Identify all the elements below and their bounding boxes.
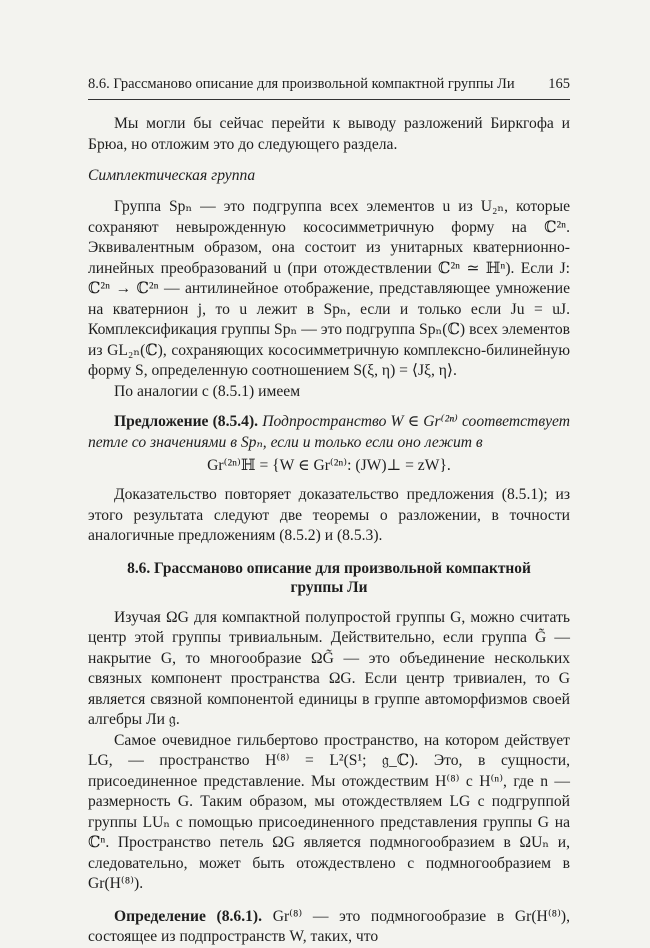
section-title bbox=[88, 559, 570, 598]
section-title-line-2: группы Ли bbox=[290, 579, 368, 596]
proposition-formula: Gr⁽²ⁿ⁾ℍ = {W ∈ Gr⁽²ⁿ⁾: (JW)⊥ = zW}. bbox=[207, 457, 451, 474]
definition-8-6-1 bbox=[88, 907, 570, 948]
subheading-symplectic: Симплектическая группа bbox=[88, 167, 256, 184]
running-header bbox=[88, 76, 570, 100]
proposition-label: Предложение (8.5.4). bbox=[114, 413, 259, 430]
paragraph-symplectic-group: Группа Spₙ — это подгруппа всех элементов u из U₂ₙ, которые сохраняют невырожденную кососимметричную форму на ℂ²ⁿ. Эквивалентным образом, она состоит из унитарных кватернионно-линейных преобразований u (при отождествлении ℂ²ⁿ ≃ ℍⁿ). Если J: ℂ²ⁿ → ℂ²ⁿ — антилинейное отображение, представляющее умножение на кватернион j, то u лежит в Spₙ, если и только если Ju = uJ. Комплексификация группы Spₙ — это подгруппа Spₙ(ℂ) всех элементов из GL₂ₙ(ℂ), сохраняющих кососимметричную комплексно-билинейную форму S, определенную соотношением S(ξ, η) = ⟨Jξ, η⟩. bbox=[88, 198, 570, 379]
section-title-line-1: 8.6. Грассманово описание для произвольной компактной bbox=[127, 559, 531, 577]
paragraph-study-omega-g: Изучая ΩG для компактной полупростой группы G, можно считать центр этой группы тривиальным. Действительно, если группа G̃ — накрытие G, то многообразие ΩG̃ — это объединение нескольких связных компонент пространства ΩG. Если центр тривиален, то G является связной компонентой единицы в группе автоморфизмов своей алгебры Ли 𝔤. bbox=[88, 608, 570, 728]
paragraph-analogy: По аналогии с (8.5.1) имеем bbox=[114, 382, 301, 400]
intro-paragraph: Мы могли бы сейчас перейти к выводу разложений Биркгофа и Брюа, но отложим это до следующего раздела. bbox=[88, 115, 570, 153]
paragraph-hilbert-space: Самое очевидное гильбертово пространство, на котором действует LG, — пространство H⁽⁸⁾ = L²(S¹; 𝔤_ℂ). Это, в сущности, присоединенное представление. Мы отождествим H⁽⁸⁾ с H⁽ⁿ⁾, где n — размерность G. Таким образом, мы отождествляем LG с подгруппой группы LUₙ с помощью присоединенного представления группы G на ℂⁿ. Пространство петель ΩG является подмногообразием в ΩUₙ и, следовательно, может быть отождествлено с подмногообразием в Gr(H⁽⁸⁾). bbox=[88, 731, 570, 892]
proof-paragraph: Доказательство повторяет доказательство предложения (8.5.1); из этого результата следуют две теоремы о разложении, в точности аналогичные предложениям (8.5.2) и (8.5.3). bbox=[88, 486, 570, 544]
page-number: 165 bbox=[548, 76, 570, 92]
definition-text: Gr⁽⁸⁾ — это подмногообразие в Gr(H⁽⁸⁾), состоящее из подпространств W, таких, что bbox=[88, 907, 571, 945]
proposition-8-5-4 bbox=[88, 412, 570, 453]
proposition-text: Подпространство W ∈ Gr⁽²ⁿ⁾ соответствует петле со значениями в Spₙ, если и только если оно лежит в bbox=[88, 413, 570, 451]
page-body bbox=[88, 114, 570, 948]
definition-label: Определение (8.6.1). bbox=[114, 907, 263, 925]
running-title: 8.6. Грассманово описание для произвольной компактной группы Ли bbox=[88, 76, 515, 92]
